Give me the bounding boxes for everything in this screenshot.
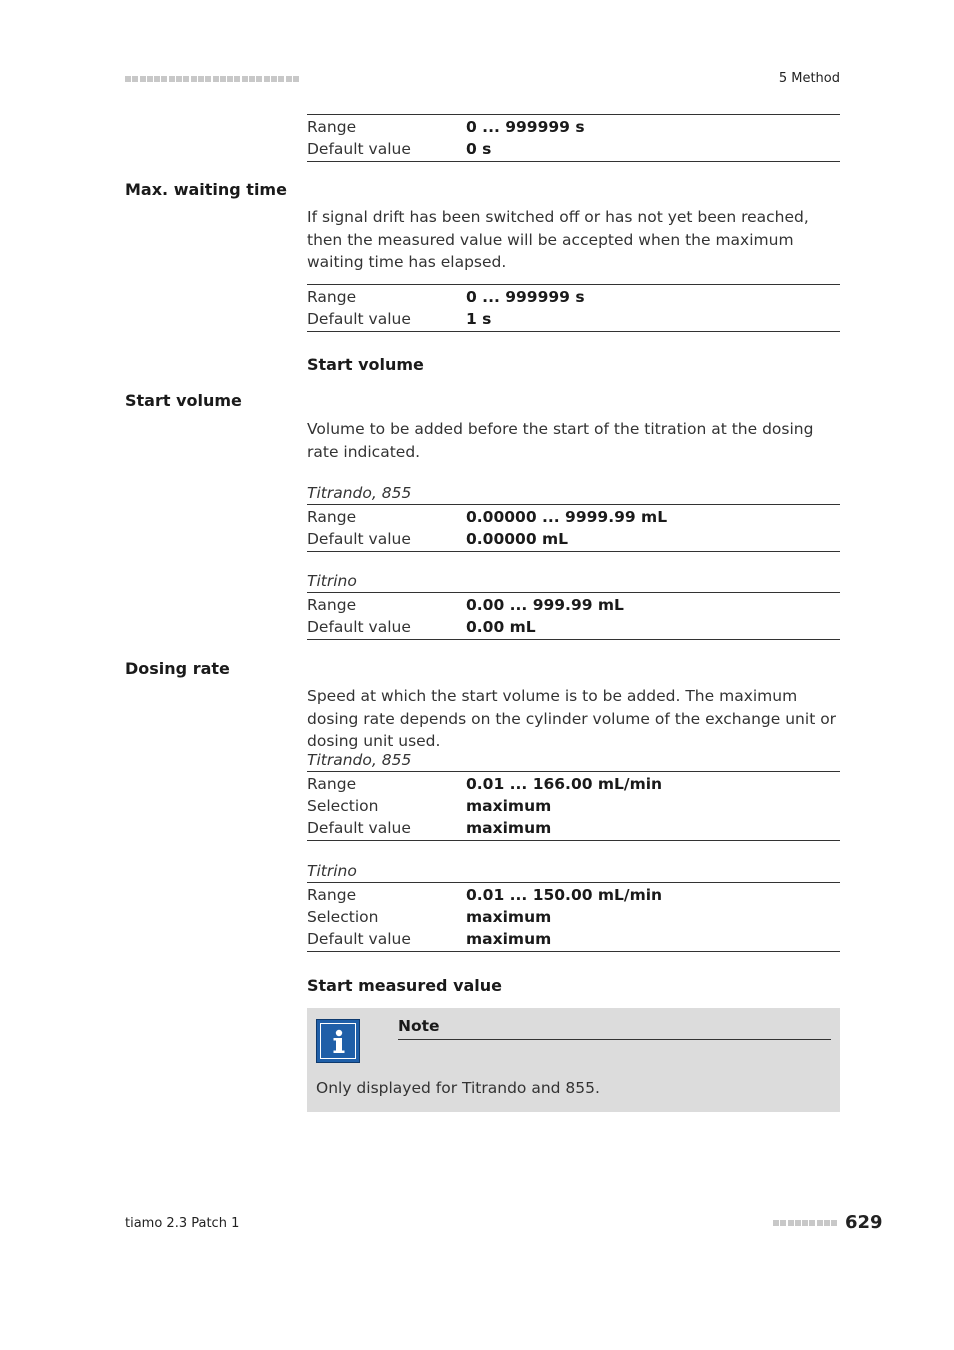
table-caption: Titrando, 855 — [307, 751, 412, 769]
start-volume-titrino-table — [307, 570, 840, 640]
note-title: Note — [398, 1017, 440, 1035]
dosing-rate-titrando-table — [307, 749, 840, 841]
dosing-rate-titrino-table — [307, 860, 840, 952]
table-row: Range 0.01 ... 166.00 mL/min — [307, 775, 663, 793]
dosing-rate-heading: Dosing rate — [125, 659, 230, 678]
start-volume-titrando-table — [307, 482, 840, 552]
table-row: Default value 1 s — [307, 310, 492, 328]
table-row: Selection maximum — [307, 908, 552, 926]
start-volume-description: Volume to be added before the start of the titration at the dosing rate indicated. — [307, 420, 814, 461]
table-row: Default value 0.00 mL — [307, 618, 536, 636]
page-number: 629 — [845, 1212, 883, 1233]
table-row: Default value maximum — [307, 930, 552, 948]
header-section-title: 5 Method — [778, 71, 840, 86]
table-row: Default value 0.00000 mL — [307, 530, 569, 548]
max-waiting-time-description: If signal drift has been switched off or has not yet been reached, then the measured value will be accepted when the maximum waiting time has elapsed. — [307, 208, 809, 271]
info-icon — [316, 1019, 360, 1063]
footer-product-name: tiamo 2.3 Patch 1 — [125, 1216, 240, 1231]
table-row: Range 0.00 ... 999.99 mL — [307, 596, 624, 614]
start-volume-section-heading: Start volume — [307, 355, 424, 374]
note-box — [307, 1008, 840, 1112]
table-caption: Titrino — [307, 862, 357, 880]
table-caption: Titrando, 855 — [307, 484, 412, 502]
dosing-rate-description: Speed at which the start volume is to be added. The maximum dosing rate depends on the cylinder volume of the exchange unit or dosing unit used. — [307, 687, 837, 750]
max-waiting-time-table — [307, 284, 840, 332]
start-volume-heading: Start volume — [125, 391, 242, 410]
top-parameter-table — [307, 114, 840, 162]
max-waiting-time-heading: Max. waiting time — [125, 180, 287, 199]
table-row: Range 0.00000 ... 9999.99 mL — [307, 508, 668, 526]
table-caption: Titrino — [307, 572, 357, 590]
note-divider — [398, 1039, 831, 1040]
note-text: Only displayed for Titrando and 855. — [316, 1079, 600, 1097]
table-row: Range 0 ... 999999 s — [307, 288, 585, 306]
table-row: Range 0 ... 999999 s — [307, 118, 585, 136]
table-row: Selection maximum — [307, 797, 552, 815]
start-measured-value-heading: Start measured value — [307, 976, 503, 995]
table-row: Range 0.01 ... 150.00 mL/min — [307, 886, 663, 904]
table-row: Default value maximum — [307, 819, 552, 837]
footer-decoration-dots — [773, 1220, 839, 1226]
header-decoration-dots — [125, 76, 300, 82]
table-row: Default value 0 s — [307, 140, 492, 158]
